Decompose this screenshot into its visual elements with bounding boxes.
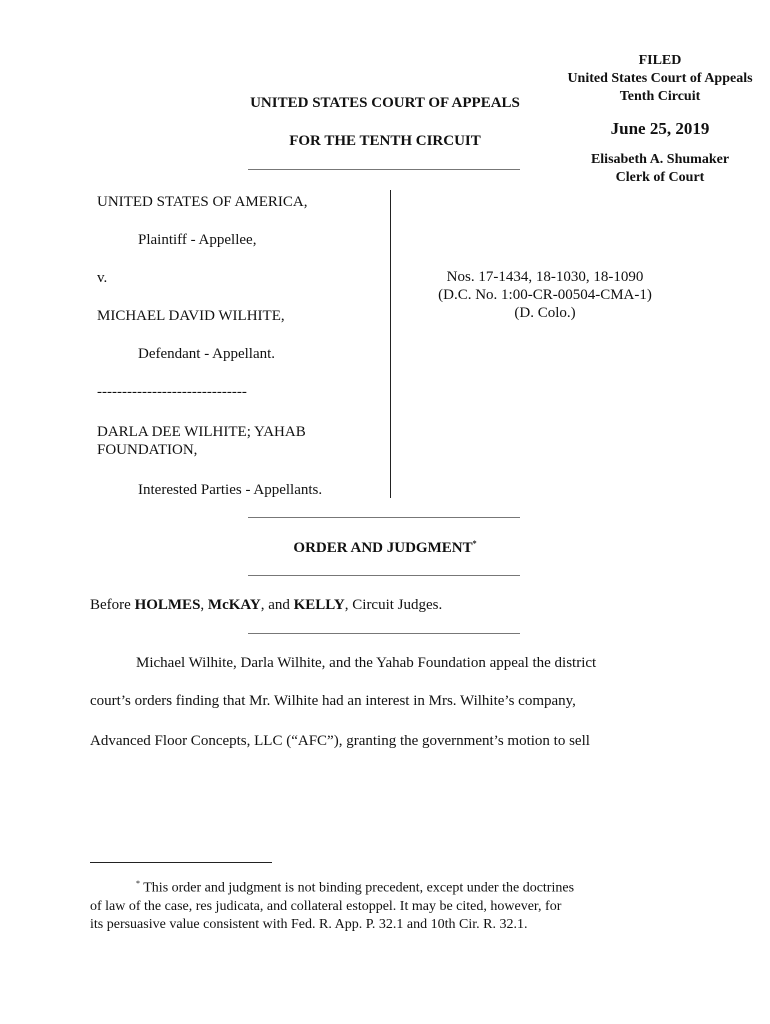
- footnote-line-1: [90, 875, 690, 898]
- defendant-role: Defendant - Appellant.: [138, 346, 276, 362]
- judge-kelly: KELLY: [293, 597, 345, 613]
- filed-court: United States Court of Appeals: [567, 71, 753, 86]
- footnote: [90, 875, 690, 934]
- footnote-line-3: its persuasive value consistent with Fed. R. App. P. 32.1 and 10th Cir. R. 32.1.: [90, 916, 528, 932]
- caption-separator: ------------------------------: [97, 384, 247, 400]
- heading-divider: [248, 169, 520, 170]
- order-footnote-mark: *: [472, 539, 477, 548]
- filed-circuit: Tenth Circuit: [619, 89, 701, 104]
- body-line-2: court’s orders finding that Mr. Wilhite had an interest in Mrs. Wilhite’s company,: [90, 693, 576, 709]
- clerk-title: Clerk of Court: [615, 170, 705, 185]
- panel-divider: [248, 633, 520, 634]
- order-title-text: ORDER AND JUDGMENT: [293, 540, 473, 556]
- order-bottom-divider: [248, 575, 520, 576]
- district-case-number: (D.C. No. 1:00-CR-00504-CMA-1): [438, 287, 652, 303]
- filed-date: June 25, 2019: [610, 119, 710, 138]
- footnote-mark: *: [136, 879, 140, 888]
- caption-divider: [390, 190, 391, 498]
- footnote-line-2: of law of the case, res judicata, and collateral estoppel. It may be cited, however, for: [90, 898, 562, 914]
- order-top-divider: [248, 517, 520, 518]
- court-name: UNITED STATES COURT OF APPEALS: [250, 95, 520, 111]
- defendant-name: MICHAEL DAVID WILHITE,: [97, 308, 285, 324]
- district-court: (D. Colo.): [514, 305, 576, 321]
- body-line-3: Advanced Floor Concepts, LLC (“AFC”), granting the government’s motion to sell: [90, 733, 590, 749]
- versus-label: v.: [97, 270, 108, 286]
- footnote-rule: [90, 862, 272, 863]
- interested-parties-role: Interested Parties - Appellants.: [138, 482, 323, 498]
- panel-suffix: , Circuit Judges.: [344, 597, 443, 613]
- filed-status: FILED: [638, 53, 682, 68]
- plaintiff-role: Plaintiff - Appellee,: [138, 232, 257, 248]
- case-numbers: [400, 268, 690, 322]
- panel-prefix: Before: [90, 597, 135, 613]
- panel-line: [90, 597, 442, 614]
- order-title: [170, 539, 600, 557]
- filed-stamp: [540, 52, 770, 187]
- panel-sep2: , and: [260, 597, 294, 613]
- clerk-name: Elisabeth A. Shumaker: [590, 152, 730, 167]
- interested-parties-line2: FOUNDATION,: [97, 442, 198, 458]
- circuit-name: FOR THE TENTH CIRCUIT: [289, 133, 481, 149]
- interested-parties-line1: DARLA DEE WILHITE; YAHAB: [97, 424, 306, 440]
- panel-sep1: ,: [200, 597, 208, 613]
- plaintiff-name: UNITED STATES OF AMERICA,: [97, 194, 308, 210]
- judge-mckay: McKAY: [207, 597, 261, 613]
- footnote-text-1: This order and judgment is not binding precedent, except under the doctrines: [140, 880, 575, 896]
- body-line-1: Michael Wilhite, Darla Wilhite, and the Yahab Foundation appeal the district: [136, 655, 597, 671]
- judge-holmes: HOLMES: [134, 597, 201, 613]
- case-numbers-line1: Nos. 17-1434, 18-1030, 18-1090: [446, 269, 644, 285]
